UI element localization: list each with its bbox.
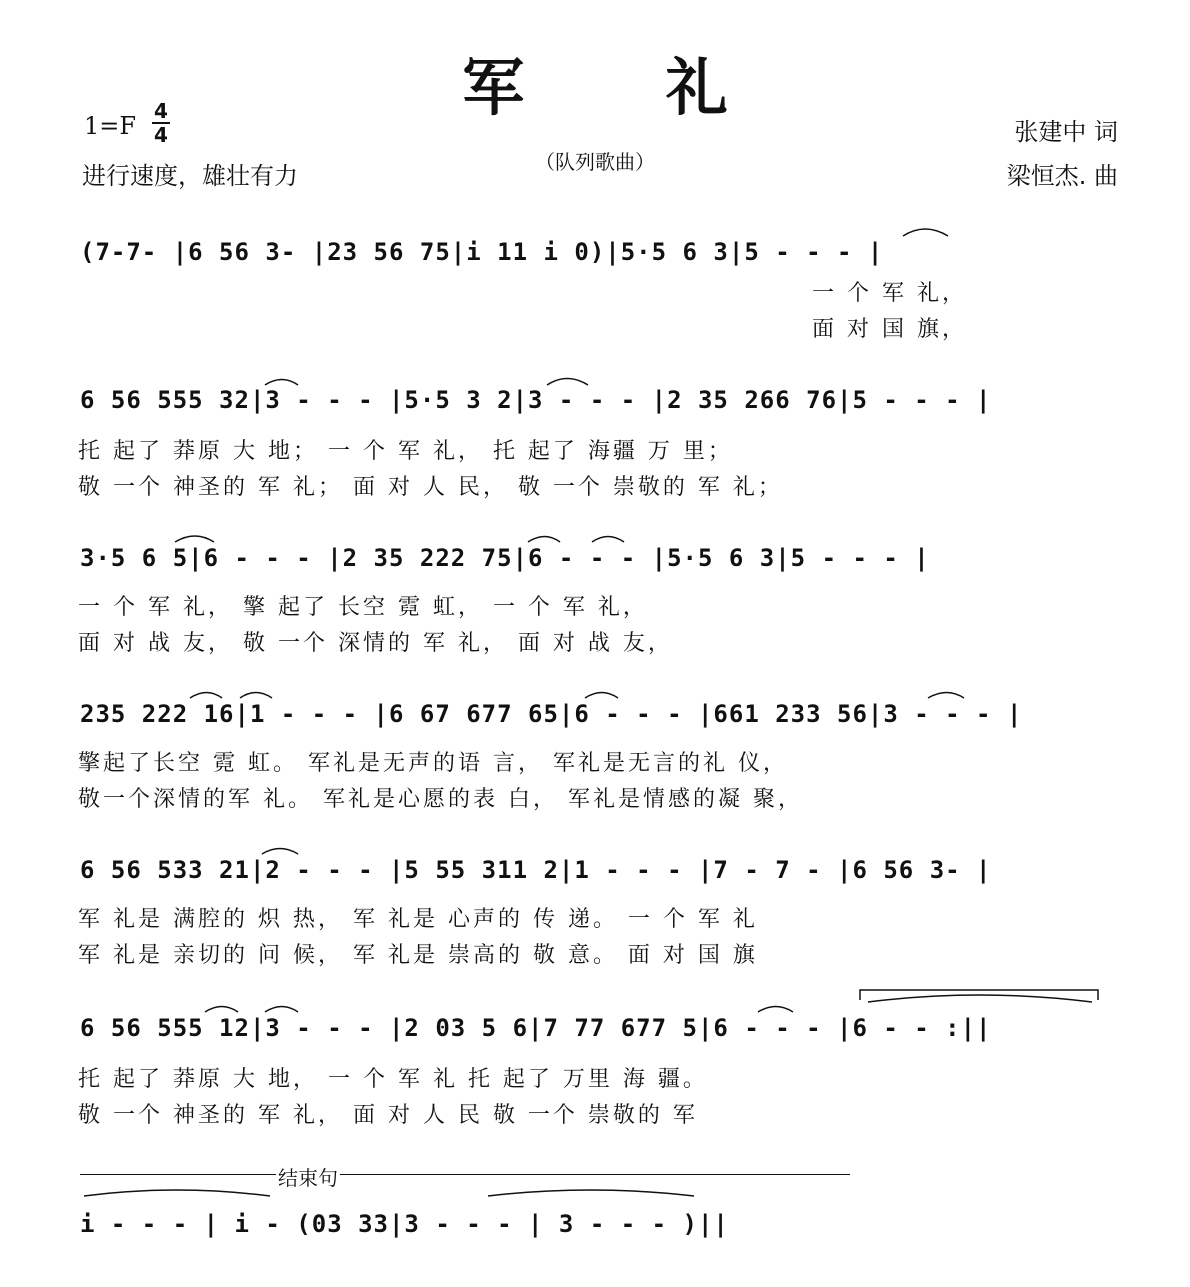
lyrics-row-4-verse-2: 敬一个深情的军 礼。 军礼是心愿的表 白， 军礼是情感的凝 聚， [78,787,803,812]
tempo-marking: 进行速度，雄壮有力 [82,162,298,190]
notation-row-3: 3·5 6 5|6 - - - |2 35 222 75|6 - - - |5·5 6 3|5 - - - | [80,544,930,572]
lyrics-row-6-verse-2: 敬 一个 神圣的 军 礼， 面 对 人 民 敬 一个 崇敬的 军 [78,1103,698,1128]
lyricist-credit: 张建中 词 [1014,118,1118,146]
lyrics-row-1-verse-2: 面 对 国 旗， [812,317,967,342]
slur-mark [547,379,588,386]
lyrics-row-3-verse-2: 面 对 战 友， 敬 一个 深情的 军 礼， 面 对 战 友， [78,631,673,656]
lyrics-row-4-verse-1: 擎起了长空 霓 虹。 军礼是无声的语 言， 军礼是无言的礼 仪， [78,751,788,776]
notation-ending: i - - - | i - (03 33|3 - - - | 3 - - - )|| [80,1210,729,1238]
slur-mark [592,537,624,543]
lyrics-row-6-verse-1: 托 起了 莽原 大 地， 一 个 军 礼 托 起了 万里 海 疆。 [78,1067,708,1092]
slur-mark [903,229,948,236]
song-title: 军 礼 [462,51,788,124]
slur-mark [240,693,272,699]
time-signature-top: 4 [154,99,168,123]
notation-row-5: 6 56 533 21|2 - - - |5 55 311 2|1 - - - |7 - 7 - |6 56 3- | [80,856,992,884]
slur-mark [265,1007,298,1013]
slur-mark [190,693,222,699]
key-signature: 1=F [84,112,137,140]
time-signature-bottom: 4 [154,123,168,147]
lyrics-row-1-verse-1: 一 个 军 礼， [812,281,967,306]
ending-label: 结束句 [276,1162,340,1191]
slur-mark [205,1007,238,1013]
slur-mark [585,693,618,699]
slur-mark [758,1007,793,1013]
lyrics-row-5-verse-1: 军 礼是 满腔的 炽 热， 军 礼是 心声的 传 递。 一 个 军 礼 [78,907,758,932]
slur-mark [265,380,298,386]
slur-mark [175,536,214,542]
slur-mark [928,693,964,699]
song-subtitle: （队列歌曲） [535,150,655,174]
slur-mark [528,537,560,543]
notation-row-6: 6 56 555 12|3 - - - |2 03 5 6|7 77 677 5|6 - - - |6 - - :|| [80,1014,992,1042]
lyrics-row-2-verse-2: 敬 一个 神圣的 军 礼； 面 对 人 民， 敬 一个 崇敬的 军 礼； [78,475,783,500]
slur-mark [262,849,298,855]
lyrics-row-3-verse-1: 一 个 军 礼， 擎 起了 长空 霓 虹， 一 个 军 礼， [78,595,648,620]
notation-row-1: (7-7- |6 56 3- |23 56 75|i 11 i 0)|5·5 6 3|5 - - - | [80,238,884,266]
lyrics-row-2-verse-1: 托 起了 莽原 大 地； 一 个 军 礼， 托 起了 海疆 万 里； [78,439,733,464]
composer-credit: 梁恒杰. 曲 [1006,162,1118,190]
slur-mark [84,1190,270,1196]
slur-mark [868,995,1092,1002]
notation-row-2: 6 56 555 32|3 - - - |5·5 3 2|3 - - - |2 35 266 76|5 - - - | [80,386,992,414]
slur-mark [488,1190,694,1196]
notation-row-4: 235 222 16|1 - - - |6 67 677 65|6 - - - |661 233 56|3 - - - | [80,700,1023,728]
lyrics-row-5-verse-2: 军 礼是 亲切的 问 候， 军 礼是 崇高的 敬 意。 面 对 国 旗 [78,943,758,968]
